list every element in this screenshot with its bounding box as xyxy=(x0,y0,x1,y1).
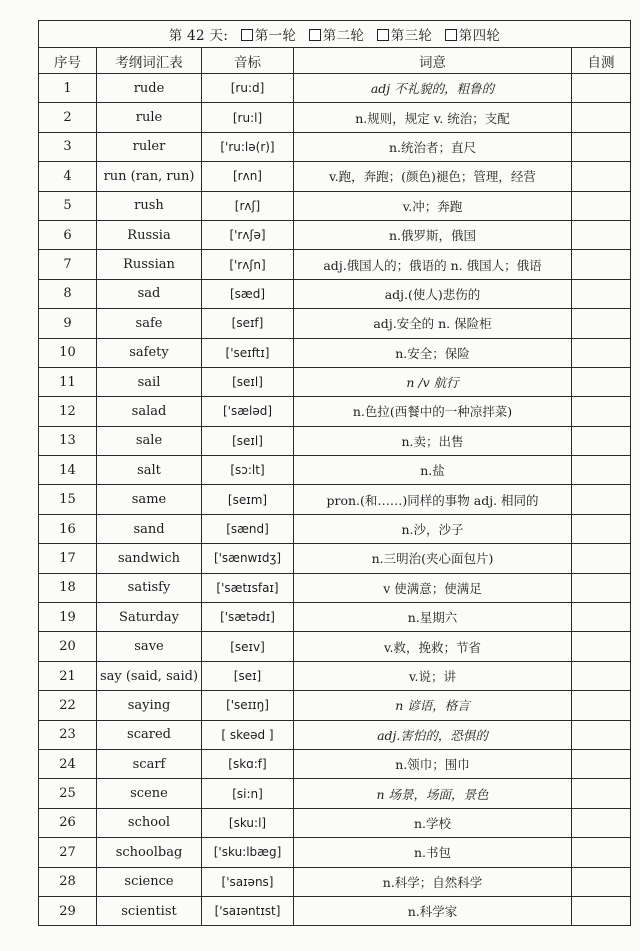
row-self-test-cell[interactable] xyxy=(572,485,631,514)
table-body xyxy=(39,74,631,926)
row-number: 25 xyxy=(39,779,97,808)
row-number: 24 xyxy=(39,749,97,778)
row-meaning: n 谚语，格言 xyxy=(294,691,572,720)
row-phonetic: [seɪl] xyxy=(202,426,294,455)
table-row xyxy=(39,338,631,367)
row-phonetic: [skɑ:f] xyxy=(202,749,294,778)
table-row xyxy=(39,632,631,661)
row-word: Russia xyxy=(97,220,202,249)
row-self-test-cell[interactable] xyxy=(572,838,631,867)
row-self-test-cell[interactable] xyxy=(572,220,631,249)
row-meaning: v.跑，奔跑；(颜色)褪色；管理，经营 xyxy=(294,162,572,191)
row-word: save xyxy=(97,632,202,661)
row-word: sand xyxy=(97,514,202,543)
row-phonetic: [seɪm] xyxy=(202,485,294,514)
row-number: 1 xyxy=(39,74,97,103)
row-meaning: n.规则，规定 v. 统治；支配 xyxy=(294,103,572,132)
row-meaning: n.俄罗斯，俄国 xyxy=(294,220,572,249)
table-row xyxy=(39,74,631,103)
row-word: safety xyxy=(97,338,202,367)
row-phonetic: [sænd] xyxy=(202,514,294,543)
row-word: saying xyxy=(97,691,202,720)
col-header-phonetic: 音标 xyxy=(202,48,294,74)
row-meaning: adj 不礼貌的，粗鲁的 xyxy=(294,74,572,103)
col-header-word: 考纲词汇表 xyxy=(97,48,202,74)
row-self-test-cell[interactable] xyxy=(572,250,631,279)
table-row xyxy=(39,397,631,426)
row-self-test-cell[interactable] xyxy=(572,191,631,220)
row-word: science xyxy=(97,867,202,896)
row-self-test-cell[interactable] xyxy=(572,74,631,103)
row-self-test-cell[interactable] xyxy=(572,867,631,896)
row-phonetic: [ru:l] xyxy=(202,103,294,132)
table-row xyxy=(39,661,631,690)
row-word: sale xyxy=(97,426,202,455)
table-row xyxy=(39,603,631,632)
row-word: say (said, said) xyxy=(97,661,202,690)
row-phonetic: ['sætədɪ] xyxy=(202,603,294,632)
col-header-no: 序号 xyxy=(39,48,97,74)
row-number: 11 xyxy=(39,367,97,396)
row-meaning: adj.(使人)悲伤的 xyxy=(294,279,572,308)
row-phonetic: ['rʌʃn] xyxy=(202,250,294,279)
table-row xyxy=(39,749,631,778)
row-word: sandwich xyxy=(97,544,202,573)
round-4-checkbox[interactable] xyxy=(445,29,457,41)
table-row xyxy=(39,456,631,485)
row-meaning: n 场景，场面，景色 xyxy=(294,779,572,808)
row-number: 28 xyxy=(39,867,97,896)
row-word: ruler xyxy=(97,132,202,161)
row-number: 2 xyxy=(39,103,97,132)
round-3-checkbox[interactable] xyxy=(377,29,389,41)
row-number: 23 xyxy=(39,720,97,749)
row-word: rude xyxy=(97,74,202,103)
row-self-test-cell[interactable] xyxy=(572,779,631,808)
row-word: sad xyxy=(97,279,202,308)
row-meaning: n.色拉(西餐中的一种凉拌菜) xyxy=(294,397,572,426)
row-word: safe xyxy=(97,309,202,338)
round-2-checkbox[interactable] xyxy=(309,29,321,41)
row-word: same xyxy=(97,485,202,514)
row-phonetic: [rʌn] xyxy=(202,162,294,191)
row-meaning: adj.俄国人的；俄语的 n. 俄国人；俄语 xyxy=(294,250,572,279)
row-self-test-cell[interactable] xyxy=(572,132,631,161)
table-row xyxy=(39,309,631,338)
row-self-test-cell[interactable] xyxy=(572,632,631,661)
row-number: 9 xyxy=(39,309,97,338)
table-row xyxy=(39,867,631,896)
row-self-test-cell[interactable] xyxy=(572,279,631,308)
row-word: salad xyxy=(97,397,202,426)
row-phonetic: ['seɪftɪ] xyxy=(202,338,294,367)
row-phonetic: [ skeəd ] xyxy=(202,720,294,749)
row-word: school xyxy=(97,808,202,837)
row-meaning: n.学校 xyxy=(294,808,572,837)
round-4-label: 第四轮 xyxy=(458,28,501,44)
row-meaning: n.书包 xyxy=(294,838,572,867)
row-number: 5 xyxy=(39,191,97,220)
row-number: 26 xyxy=(39,808,97,837)
row-meaning: n.科学家 xyxy=(294,896,572,925)
row-phonetic: [sæd] xyxy=(202,279,294,308)
row-number: 20 xyxy=(39,632,97,661)
row-phonetic: [seɪf] xyxy=(202,309,294,338)
table-row xyxy=(39,720,631,749)
round-1-label: 第一轮 xyxy=(254,28,297,44)
row-number: 19 xyxy=(39,603,97,632)
row-meaning: n.沙，沙子 xyxy=(294,514,572,543)
table-row xyxy=(39,103,631,132)
col-header-self-test: 自测 xyxy=(572,48,631,74)
row-number: 22 xyxy=(39,691,97,720)
row-word: Russian xyxy=(97,250,202,279)
table-row xyxy=(39,426,631,455)
row-word: scarf xyxy=(97,749,202,778)
row-phonetic: ['saɪəns] xyxy=(202,867,294,896)
row-self-test-cell[interactable] xyxy=(572,309,631,338)
row-phonetic: ['sætɪsfaɪ] xyxy=(202,573,294,602)
row-word: satisfy xyxy=(97,573,202,602)
row-phonetic: ['seɪɪŋ] xyxy=(202,691,294,720)
row-self-test-cell[interactable] xyxy=(572,573,631,602)
table-row xyxy=(39,514,631,543)
row-number: 16 xyxy=(39,514,97,543)
table-row xyxy=(39,808,631,837)
row-word: schoolbag xyxy=(97,838,202,867)
table-row xyxy=(39,132,631,161)
vocabulary-table xyxy=(38,20,631,926)
row-self-test-cell[interactable] xyxy=(572,603,631,632)
row-meaning: adj.安全的 n. 保险柜 xyxy=(294,309,572,338)
row-self-test-cell[interactable] xyxy=(572,456,631,485)
row-self-test-cell[interactable] xyxy=(572,397,631,426)
row-meaning: adj.害怕的，恐惧的 xyxy=(294,720,572,749)
title-row xyxy=(39,21,631,48)
row-meaning: pron.(和……)同样的事物 adj. 相同的 xyxy=(294,485,572,514)
row-word: sail xyxy=(97,367,202,396)
row-meaning: v 使满意；使满足 xyxy=(294,573,572,602)
row-self-test-cell[interactable] xyxy=(572,514,631,543)
row-number: 29 xyxy=(39,896,97,925)
row-word: salt xyxy=(97,456,202,485)
table-row xyxy=(39,896,631,925)
day-label: 第 42 天: xyxy=(168,28,229,44)
row-number: 14 xyxy=(39,456,97,485)
row-meaning: n.统治者；直尺 xyxy=(294,132,572,161)
row-number: 10 xyxy=(39,338,97,367)
row-phonetic: ['sæləd] xyxy=(202,397,294,426)
row-self-test-cell[interactable] xyxy=(572,661,631,690)
table-row xyxy=(39,779,631,808)
table-row xyxy=(39,279,631,308)
row-phonetic: ['sku:lbæg] xyxy=(202,838,294,867)
row-word: run (ran, run) xyxy=(97,162,202,191)
row-meaning: n.三明治(夹心面包片) xyxy=(294,544,572,573)
table-row xyxy=(39,691,631,720)
row-number: 12 xyxy=(39,397,97,426)
table-row xyxy=(39,544,631,573)
row-number: 3 xyxy=(39,132,97,161)
row-phonetic: [seɪ] xyxy=(202,661,294,690)
table-row xyxy=(39,191,631,220)
row-meaning: n.星期六 xyxy=(294,603,572,632)
row-word: rule xyxy=(97,103,202,132)
row-phonetic: [ru:d] xyxy=(202,74,294,103)
row-self-test-cell[interactable] xyxy=(572,162,631,191)
row-self-test-cell[interactable] xyxy=(572,749,631,778)
row-self-test-cell[interactable] xyxy=(572,691,631,720)
row-word: rush xyxy=(97,191,202,220)
row-self-test-cell[interactable] xyxy=(572,808,631,837)
row-meaning: n.盐 xyxy=(294,456,572,485)
row-number: 13 xyxy=(39,426,97,455)
row-number: 6 xyxy=(39,220,97,249)
row-number: 4 xyxy=(39,162,97,191)
row-self-test-cell[interactable] xyxy=(572,338,631,367)
row-meaning: n.科学；自然科学 xyxy=(294,867,572,896)
row-self-test-cell[interactable] xyxy=(572,103,631,132)
row-phonetic: [seɪv] xyxy=(202,632,294,661)
table-row xyxy=(39,250,631,279)
round-1-checkbox[interactable] xyxy=(241,29,253,41)
row-self-test-cell[interactable] xyxy=(572,896,631,925)
row-phonetic: [rʌʃ] xyxy=(202,191,294,220)
round-3-label: 第三轮 xyxy=(390,28,433,44)
row-phonetic: ['ru:lə(r)] xyxy=(202,132,294,161)
row-number: 18 xyxy=(39,573,97,602)
row-number: 15 xyxy=(39,485,97,514)
row-phonetic: ['rʌʃə] xyxy=(202,220,294,249)
row-word: scientist xyxy=(97,896,202,925)
row-phonetic: [seɪl] xyxy=(202,367,294,396)
row-self-test-cell[interactable] xyxy=(572,720,631,749)
row-meaning: v.救，挽救；节省 xyxy=(294,632,572,661)
row-self-test-cell[interactable] xyxy=(572,544,631,573)
table-row xyxy=(39,838,631,867)
column-header-row xyxy=(39,48,631,74)
row-word: Saturday xyxy=(97,603,202,632)
table-row xyxy=(39,367,631,396)
row-meaning: n.安全；保险 xyxy=(294,338,572,367)
row-meaning: n.卖；出售 xyxy=(294,426,572,455)
vocabulary-sheet xyxy=(38,20,630,926)
row-number: 21 xyxy=(39,661,97,690)
row-phonetic: ['sænwɪdʒ] xyxy=(202,544,294,573)
row-meaning: n /v 航行 xyxy=(294,367,572,396)
row-word: scared xyxy=(97,720,202,749)
row-self-test-cell[interactable] xyxy=(572,367,631,396)
row-phonetic: [si:n] xyxy=(202,779,294,808)
row-number: 8 xyxy=(39,279,97,308)
row-meaning: v.说；讲 xyxy=(294,661,572,690)
round-2-label: 第二轮 xyxy=(322,28,365,44)
row-number: 27 xyxy=(39,838,97,867)
row-phonetic: ['saɪəntɪst] xyxy=(202,896,294,925)
row-number: 17 xyxy=(39,544,97,573)
row-meaning: v.冲；奔跑 xyxy=(294,191,572,220)
day-header xyxy=(39,21,631,48)
row-word: scene xyxy=(97,779,202,808)
row-phonetic: [sɔ:lt] xyxy=(202,456,294,485)
col-header-meaning: 词意 xyxy=(294,48,572,74)
row-self-test-cell[interactable] xyxy=(572,426,631,455)
table-row xyxy=(39,485,631,514)
table-row xyxy=(39,162,631,191)
table-row xyxy=(39,573,631,602)
row-meaning: n.领巾；围巾 xyxy=(294,749,572,778)
row-phonetic: [sku:l] xyxy=(202,808,294,837)
table-row xyxy=(39,220,631,249)
row-number: 7 xyxy=(39,250,97,279)
